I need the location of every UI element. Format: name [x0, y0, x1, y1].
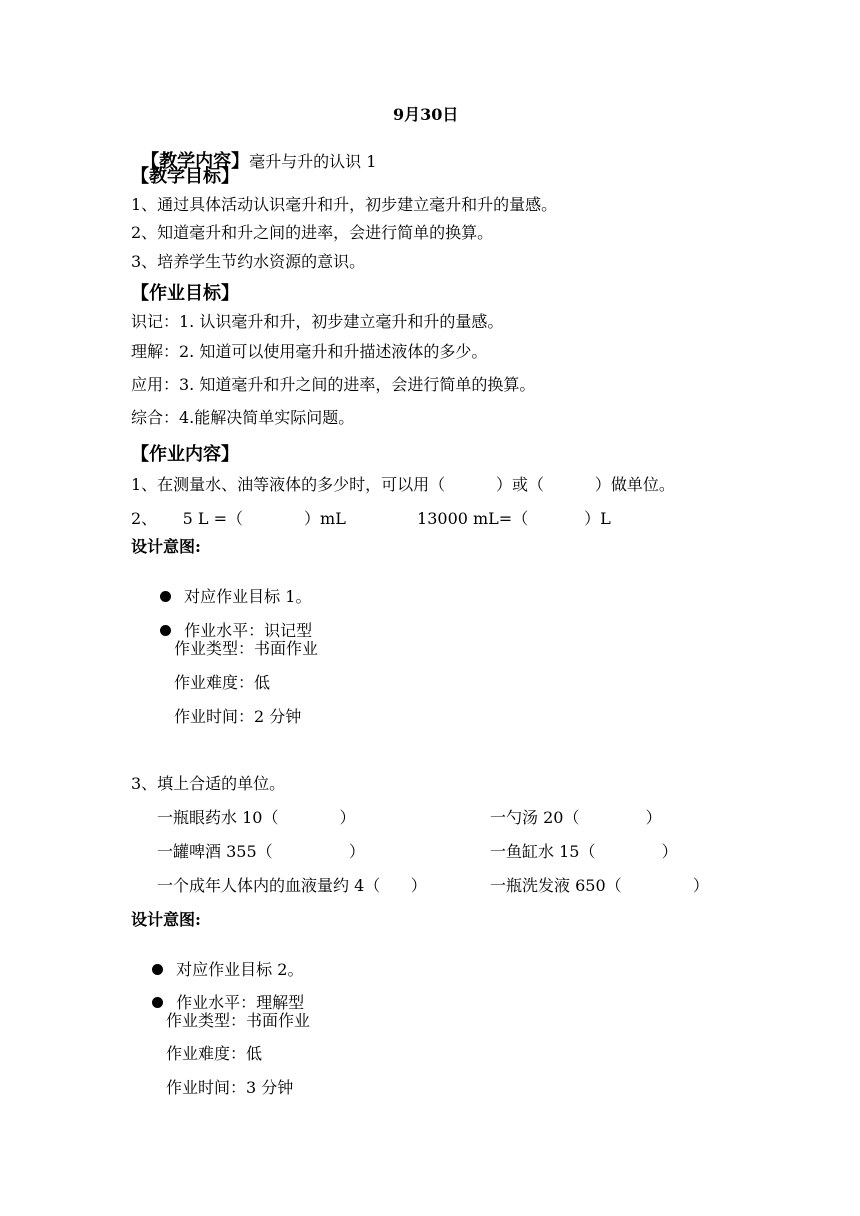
bullet-dot-icon [152, 997, 163, 1008]
teaching-content-value: 毫升与升的认识 1 [249, 152, 377, 171]
bullet-dot-icon [152, 964, 163, 975]
date-title: 9月30日 [393, 105, 459, 124]
homework-goal-item: 识记：1. 认识毫升和升，初步建立毫升和升的量感。 [131, 312, 504, 331]
design-bullet-1 [150, 573, 311, 605]
bullet-text: 作业水平：识记型 [184, 621, 313, 640]
question-3-item-left: 一个成年人体内的血液量约 4（ ） [157, 876, 427, 895]
bullet-text: 作业水平：理解型 [176, 993, 305, 1012]
design-intent-label: 设计意图: [131, 910, 201, 929]
design-time: 作业时间：2 分钟 [174, 707, 302, 726]
design-type: 作业类型：书面作业 [166, 1011, 311, 1030]
question-3-title: 3、填上合适的单位。 [131, 774, 286, 793]
design-time: 作业时间：3 分钟 [166, 1078, 294, 1097]
question-1: 1、在测量水、油等液体的多少时，可以用（ ）或（ ）做单位。 [131, 475, 675, 494]
question-3-item-right: 一勺汤 20（ ） [490, 808, 662, 827]
design-bullet-2 [142, 979, 304, 1011]
bullet-dot-icon [160, 625, 171, 636]
teaching-content-label: 【教学内容】 [141, 151, 250, 172]
design-bullet-1 [142, 946, 303, 978]
bullet-text: 对应作业目标 1。 [184, 587, 312, 606]
design-intent-label: 设计意图: [131, 537, 201, 556]
teaching-goal-item: 3、培养学生节约水资源的意识。 [131, 252, 366, 271]
teaching-goals-heading: 【教学目标】 [131, 166, 239, 187]
bullet-dot-icon [160, 591, 171, 602]
homework-goal-item: 理解：2. 知道可以使用毫升和升描述液体的多少。 [131, 342, 488, 361]
question-3-item-left: 一罐啤酒 355（ ） [157, 842, 365, 861]
homework-content-heading: 【作业内容】 [131, 444, 239, 465]
design-difficulty: 作业难度：低 [166, 1044, 263, 1063]
teaching-goal-item: 2、知道毫升和升之间的进率，会进行简单的换算。 [131, 223, 494, 242]
design-bullet-2 [150, 607, 312, 639]
question-2: 2、 5 L =（ ）mL 13000 mL=（ ）L [131, 509, 611, 528]
question-3-item-left: 一瓶眼药水 10（ ） [157, 808, 356, 827]
bullet-text: 对应作业目标 2。 [176, 960, 304, 979]
design-difficulty: 作业难度：低 [174, 673, 271, 692]
homework-goal-item: 应用：3. 知道毫升和升之间的进率，会进行简单的换算。 [131, 375, 536, 394]
question-3-item-right: 一瓶洗发液 650（ ） [490, 876, 709, 895]
homework-goals-heading: 【作业目标】 [131, 283, 239, 304]
design-type: 作业类型：书面作业 [174, 639, 319, 658]
question-3-item-right: 一鱼缸水 15（ ） [490, 842, 678, 861]
homework-goal-item: 综合：4.能解决简单实际问题。 [131, 408, 355, 427]
teaching-goal-item: 1、通过具体活动认识毫升和升，初步建立毫升和升的量感。 [131, 195, 558, 214]
